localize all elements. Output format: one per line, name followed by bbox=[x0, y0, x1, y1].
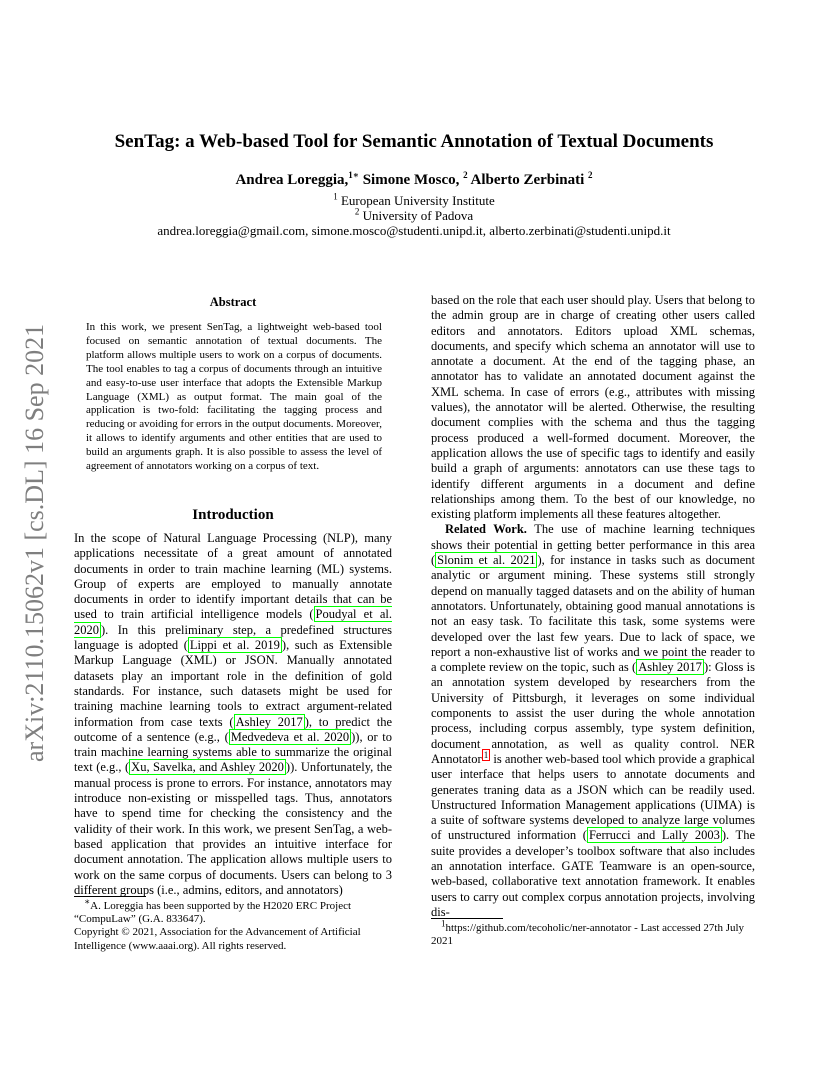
rw-text-5: ). The suite provides a developer’s toolbox software that also includes an annotation interface. GATE Teamware is an open-source, web-based, collaborative text annotation framework. It enables users to carry out complex corpus annotation projects, involving dis- bbox=[431, 828, 755, 919]
author-emails: andrea.loreggia@gmail.com, simone.mosco@studenti.unipd.it, alberto.zerbinati@studenti.unipd.it bbox=[157, 223, 671, 238]
affiliation-2-mark: 2 bbox=[354, 206, 360, 217]
affiliation-2-text: University of Padova bbox=[359, 208, 474, 223]
affiliation-2 bbox=[60, 208, 768, 224]
affiliation-1-text: European University Institute bbox=[337, 193, 495, 208]
footnote-link[interactable]: 1 bbox=[483, 749, 489, 760]
footnote-mark: ∗ bbox=[84, 896, 91, 907]
citation-link[interactable]: Lippi et al. 2019 bbox=[189, 638, 280, 653]
intro-text-2: ). In this preliminary step, a predefined structures language is adopted ( bbox=[74, 622, 392, 653]
rw-text-1: The use of machine learning techniques shows their potential in getting better performance in this area ( bbox=[431, 522, 755, 568]
citation-link[interactable]: Xu, Savelka, and Ashley 2020 bbox=[131, 760, 284, 775]
footnotes-left bbox=[74, 896, 392, 953]
abstract-heading: Abstract bbox=[209, 295, 257, 309]
abstract-text: In this work, we present SenTag, a lightweight web-based tool focused on semantic annotation of textual documents. The platform allows multiple users to work on a corpus of documents. The tool enables to tag a corpus of documents through an intuitive and easy-to-use user interface that adopts the Extensible Markup Language (XML) as output format. The main goal of the application is two-fold: facilitating the tagging process and reducing or avoiding for errors in the output documents. Moreover, it allows to identify arguments and other entities that are used to build an arguments graph. It is also possible to assess the level of agreement of annotators working on a corpus of text. bbox=[86, 321, 382, 473]
copyright-notice: Copyright © 2021, Association for the Advancement of Artificial Intelligence (www.aaai.org). All rights reserved. bbox=[74, 926, 361, 952]
arxiv-identifier: arXiv:2110.15062v1 [cs.DL] 16 Sep 2021 bbox=[20, 323, 49, 762]
author-list bbox=[60, 171, 768, 189]
rw-text-2: ), for instance in tasks such as document analytic or argument mining. These systems still strongly depend on manually tagged datasets and on the ability of human annotators. Unfortunately, obtaining good manual annotations is not an easy task. To facilitate this task, some systems were developed over the last few years. Due to lack of space, we report a non-exhaustive list of works and we point the reader to a complete review on the topic, such as ( bbox=[431, 553, 755, 675]
author-1: Andrea Loreggia, bbox=[235, 172, 349, 188]
footnote-mark: 1 bbox=[441, 918, 446, 929]
url-footnote-text: https://github.com/tecoholic/ner-annotator - Last accessed 27th July 2021 bbox=[431, 922, 745, 948]
author-2: Simone Mosco, bbox=[358, 172, 460, 188]
author-3: Alberto Zerbinati bbox=[467, 172, 585, 188]
funding-footnote bbox=[74, 896, 392, 926]
intro-text-1: In the scope of Natural Language Processing (NLP), many applications necessitate of a great amount of annotated documents in order to train machine learning (ML) systems. Group of experts are employed to manually annotate documents in order to identify important details that can be used to train artificial intelligence models ( bbox=[74, 531, 392, 622]
citation-link[interactable]: Ashley 2017 bbox=[638, 660, 702, 675]
citation-link[interactable]: Poudyal et al. 2020 bbox=[74, 607, 392, 637]
author-3-affil: 2 bbox=[588, 170, 593, 180]
right-column-text bbox=[431, 293, 755, 920]
author-2-affil: 2 bbox=[463, 170, 468, 180]
rw-text-4: is another web-based tool which provide a graphical user interface that helps users to annotate documents and generates traning data as a JSON which can be readily used. Unstructured Information Management applications (UIMA) is a suite of software systems developed to analyze large volumes of unstructured information ( bbox=[431, 751, 755, 843]
related-work-heading: Related Work. bbox=[445, 522, 527, 537]
citation-link[interactable]: Ashley 2017 bbox=[235, 714, 303, 729]
citation-link[interactable]: Slonim et al. 2021 bbox=[437, 553, 536, 568]
introduction-text bbox=[74, 531, 392, 898]
paper-title: SenTag: a Web-based Tool for Semantic Annotation of Textual Documents bbox=[114, 131, 714, 152]
intro-text-4: ), to predict the outcome of a sentence (e.g., ( bbox=[74, 714, 392, 744]
intro-text-3: ), such as Extensible Markup Language (XML) or JSON. Manually annotated datasets play an important role in the definition of gold standards. For instance, such datasets might be used for training machine learning tools to extract argument-related information from case texts ( bbox=[74, 638, 393, 729]
intro-text-5: )), or to train machine learning systems able to summarize the original text (e.g., ( bbox=[74, 729, 393, 775]
affiliation-1 bbox=[60, 193, 768, 209]
funding-footnote-text: A. Loreggia has been supported by the H2020 ERC Project “CompuLaw” (G.A. 833647). bbox=[74, 900, 352, 926]
affiliation-1-mark: 1 bbox=[333, 191, 338, 202]
footnotes-right bbox=[431, 918, 755, 948]
url-footnote bbox=[431, 918, 755, 948]
intro-text-6: )). Unfortunately, the manual process is prone to errors. For instance, annotators may introduce non-existing or misspelled tags. Thus, annotators have to spend time for checking the consistency and the validity of their work. In this work, we present SenTag, a web-based application that provides an intuitive interface for document annotation. The application allows multiple users to work on the same corpus of documents. Users can belong to 3 different groups (i.e., admins, editors, and annotators) bbox=[74, 760, 392, 897]
citation-link[interactable]: Ferrucci and Lally 2003 bbox=[588, 828, 720, 843]
rw-text-3: ): Gloss is an annotation system developed by researchers from the University of Pittsburgh, it leverages on some individual components to assist the user during the whole annotation process, including corpus assembly, type system definition, document annotation, as well as quality control. NER Annotator bbox=[431, 660, 756, 766]
introduction-heading: Introduction bbox=[192, 507, 274, 523]
right-paragraph-1: based on the role that each user should play. Users that belong to the admin group are in charge of creating other users called editors and annotators. Editors upload XML schemas, documents, and specify which schema an annotator will use to annotate a document. At the end of the tagging phase, an annotator has to validate an annotated document against the XML schema. In case of errors (e.g., attributes with missing values), the annotator will be alerted. Otherwise, the resulting document complies with the schema and thus the tagging process produced a well-formed document. Moreover, the application allows the use of specific tags to identify and easily build a graph of arguments: annotators can use these tags to identify different arguments in a document and define relationships among them. To the best of our knowledge, no existing platform implements all these features altogether. bbox=[431, 293, 755, 522]
citation-link[interactable]: Medvedeva et al. 2020 bbox=[230, 729, 350, 744]
author-1-affil: 1∗ bbox=[348, 170, 359, 180]
related-work-paragraph bbox=[431, 522, 755, 920]
